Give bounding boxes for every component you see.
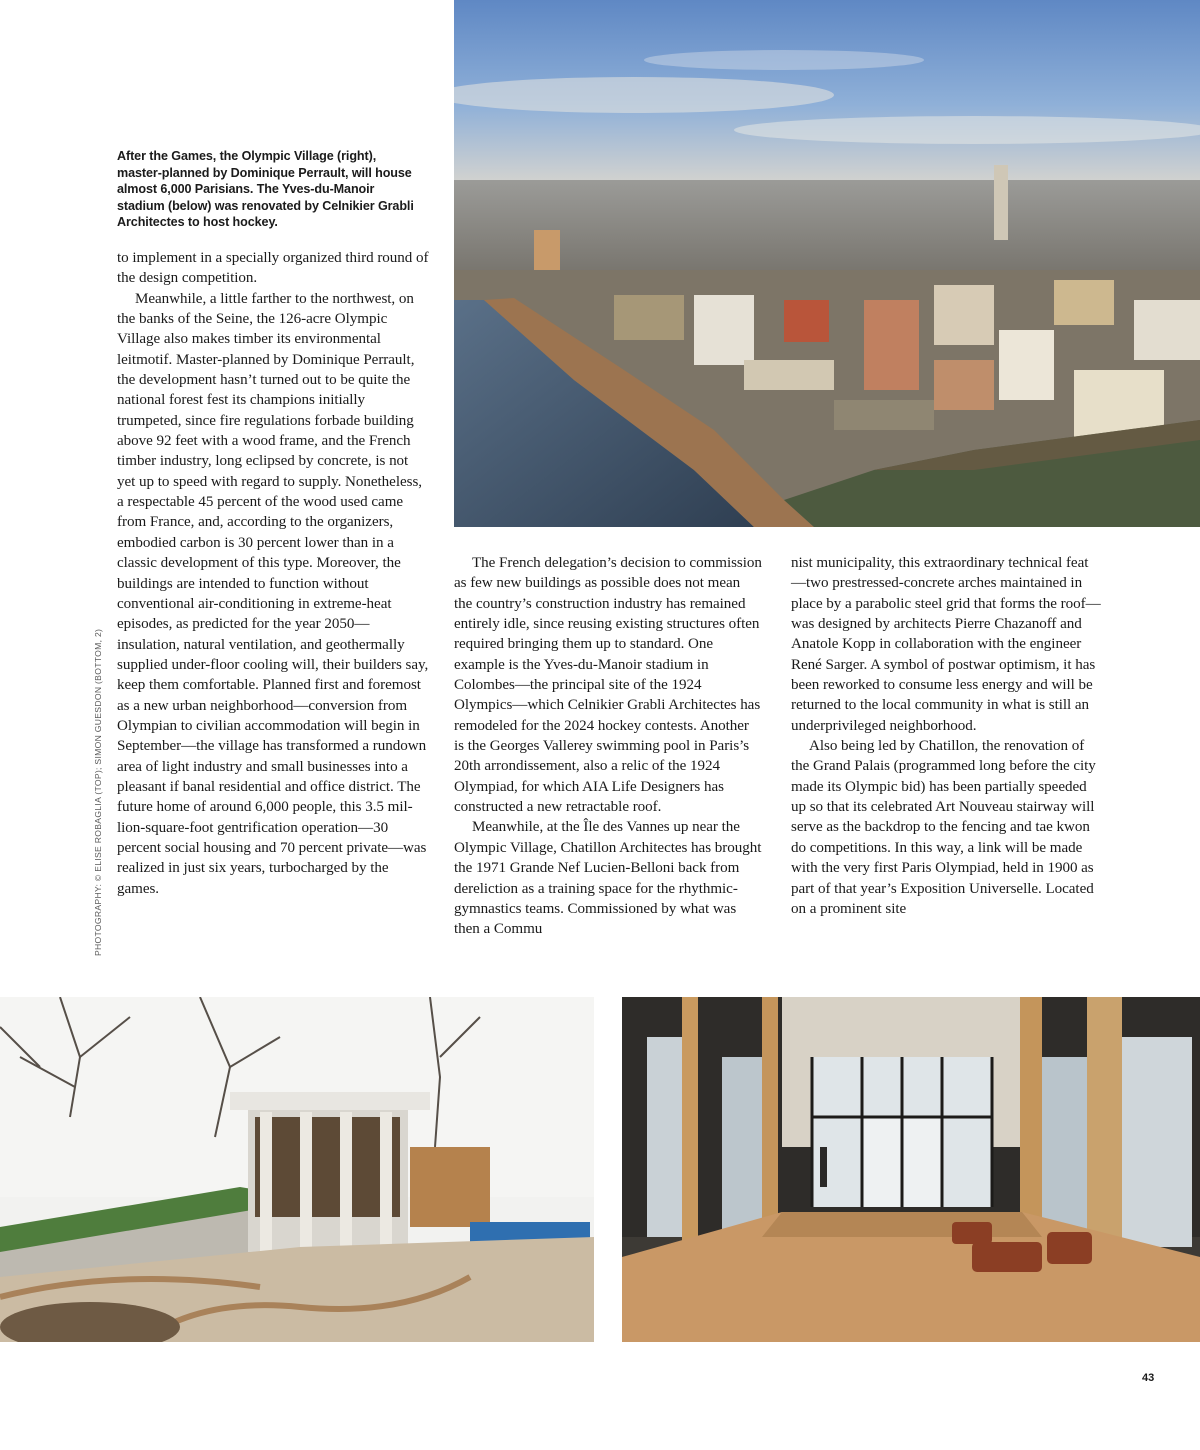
paragraph: to implement in a specially organized third round of the design competition. [117,250,429,287]
paragraph: Meanwhile, at the Île des Vannes up near the Olympic Village, Chatillon Architectes has brought the 1971 Grande Nef Lucien-Belloni back from dereliction as a training space for the rhythmic-gymnastics teams. Commissioned by what was then a Commu [454,819,762,938]
article-column-3 [791,553,1101,919]
paragraph: The French delegation’s decision to commission as few new buildings as possible does not mean the country’s construction industry has remained entirely idle, since reusing existing structures often required bringing them up to standard. One example is the Yves-du-Manoir stadium in Colombes—the principal site of the 1924 Olympics—which Celnikier Grabli Architectes has remodeled for the 2024 hockey contests. Another is the Georges Vallerey swimming pool in Paris’s 20th arrondissement, also a relic of the 1924 Olympiad, for which AIA Life Designers has constructed a new retractable roof. [454,555,762,816]
paragraph: Meanwhile, a little farther to the northwest, on the banks of the Seine, the 126-acre Olympic Village also makes timber its environmental leitmotif. Master-planned by Dominique Perrault, the development hasn’t turned out to be quite the national forest fest its champions initially trumpeted, since fire regulations forbade building above 92 feet with a wood frame, and the French timber industry, long eclipsed by concrete, is not yet up to speed with regard to supply. Nonetheless, a respectable 45 percent of the wood used came from France, and, according to the organizers, embodied carbon is 30 percent lower than in a classic development of this type. Moreover, the buildings are intended to function without conventional air-conditioning in extreme-heat episodes, as predicted for the year 2050—insulation, natural ventilation, and geothermally supplied under-floor cooling will, their builders say, keep them comfortable. Planned first and foremost as a new urban neighborhood—conversion from Olympian to civilian accommodation will begin in September—the village has transformed a rundown area of light industry and small businesses into a pleasant if banal residential and office district. The future home of around 6,000 people, this 3.5 million-square-foot gentrification operation—30 percent social housing and 70 percent private—was realized in just six years, turbocharged by the games. [117,290,429,897]
paragraph: Also being led by Chatillon, the renovation of the Grand Palais (programmed long before the city made its Olympic bid) has been partially speeded up so that its celebrated Art Nouveau stairway will serve as the backdrop to the fencing and tae kwon do competitions. In this way, a link will be made with the very first Paris Olympiad, held in 1900 as part of that year’s Exposition Universelle. Located on a prominent site [791,738,1096,917]
olympic-village-aerial-photo [454,0,1200,527]
stadium-exterior-photo [0,997,594,1342]
article-column-2 [454,553,762,940]
page-number: 43 [1142,1372,1155,1384]
article-column-1 [117,248,429,899]
photo-credit: PHOTOGRAPHY: © ELISE ROBAGLIA (TOP); SIMON GUESDON (BOTTOM, 2) [93,628,103,956]
photo-caption: After the Games, the Olympic Village (right), master-planned by Dominique Perrault, will house almost 6,000 Parisians. The Yves-du-Manoir stadium (below) was renovated by Celnikier Grabli Architectes to host hockey. [117,149,414,230]
paragraph: nist municipality, this extraordinary technical feat—two prestressed-concrete arches maintained in place by a parabolic steel grid that forms the roof—was designed by architects Pierre Chazanoff and Anatole Kopp in collaboration with the engineer René Sarger. A symbol of postwar optimism, it has been reworked to consume less energy and will be returned to the local community in what is still an underprivileged neighborhood. [791,555,1101,734]
timber-interior-photo [622,997,1200,1342]
